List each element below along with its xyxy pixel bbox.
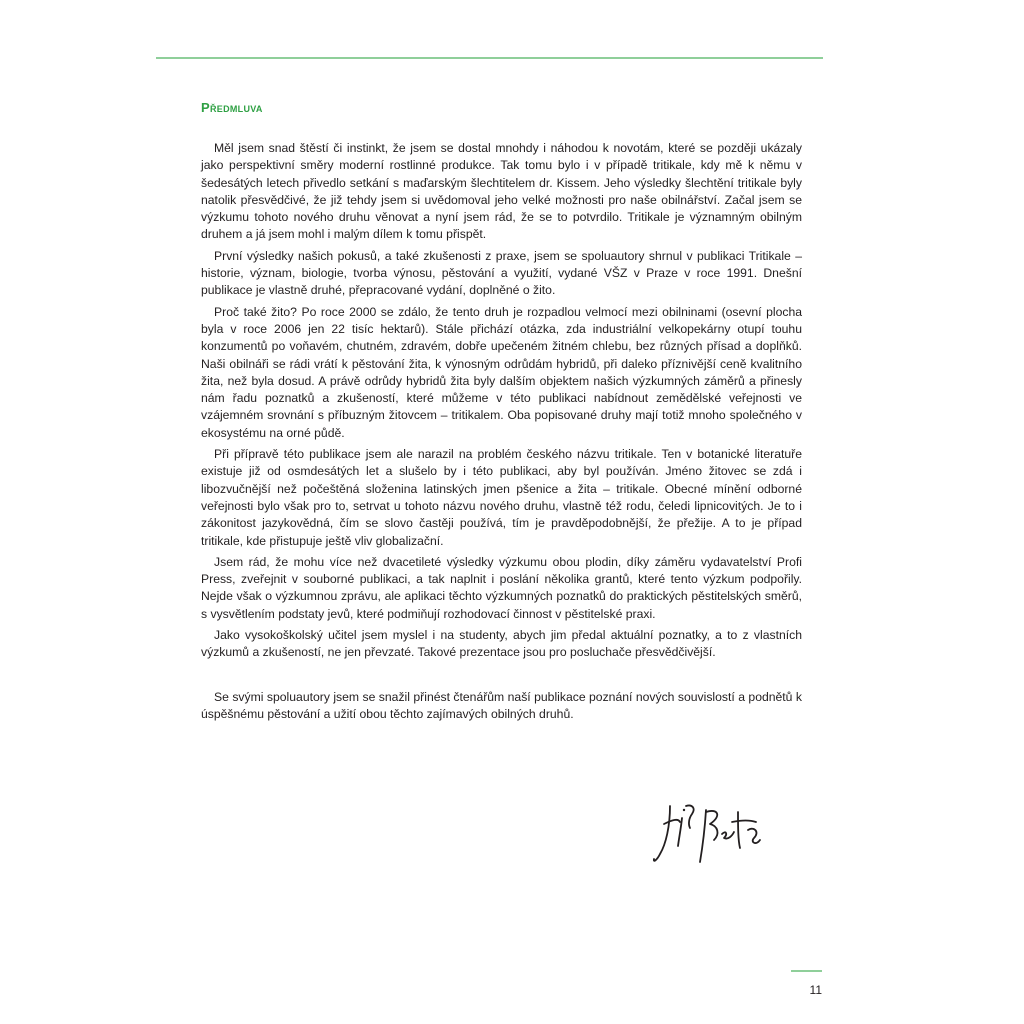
paragraph: Proč také žito? Po roce 2000 se zdálo, že tento druh je rozpadlou velmocí mezi obilninami (osevní plocha byla v roce 2006 jen 22 tisíc hektarů). Stále přichází otázka, zda industriální velkopekárny otupí touhu konzumentů po voňavém, chutném, zdravém, dobře upečeném žitném chlebu, bez různých přísad a doplňků. Naši obilnáři se rádi vrátí k pěstování žita, k výnosným odrůdám hybridů, při daleko příznivější ceně kvalitního žita, než byla dosud. A právě odrůdy hybridů žita byly dalším objektem našich výzkumných záměrů a přinesly nám řadu poznatků a zkušeností, které můžeme v této publikaci nabídnout zemědělské veřejnosti ve vzájemném srovnání s příbuzným žitovcem – tritikalem. Oba popisované druhy mají totiž mnoho společného v ekosystému na orné půdě.	[201, 304, 802, 440]
closing-paragraph: Se svými spoluautory jsem se snažil přinést čtenářům naší publikace poznání nových souvislostí a podnětů k úspěšnému pěstování a užití obou těchto zajímavých obilných druhů.	[201, 689, 802, 721]
paragraph: Při přípravě této publikace jsem ale narazil na problém českého názvu tritikale. Ten v botanické literatuře existuje již od osmdesátých let a slušelo by i této publikaci, aby byl používán. Jméno žitovec se zdá i libozvučnější než počeštěná složenina latinských jmen pšenice a žita – tritikale. Obecné mínění odborné veřejnosti bylo však pro to, setrvat u tohoto názvu nového druhu, vlastně též rodu, čeledi lipnicovitých. Je to i zákonitost jazykovědná, čím se slovo častěji používá, tím je pravděpodobnější, že přežije. A to je případ tritikale, kde přistupuje ještě vliv globalizační.	[201, 447, 802, 548]
paragraph: Měl jsem snad štěstí či instinkt, že jsem se dostal mnohdy i náhodou k novotám, které se později ukázaly jako perspektivní směry moderní rostlinné produkce. Tak tomu bylo i v případě tritikale, kdy mě k němu v šedesátých letech přivedlo setkání s maďarským šlechtitelem dr. Kissem. Jeho výsledky šlechtění tritikale byly natolik přesvědčivé, že již tehdy jsem si uvědomoval jeho velké možnosti pro naše obilnářství. Začal jsem se výzkumu tohoto nového druhu věnovat a nyní jsem rád, že se to potvrdilo. Tritikale je významným obilným druhem a já jsem mohl i malým dílem k tomu přispět.	[201, 141, 802, 242]
top-rule	[156, 57, 823, 59]
body-text	[201, 140, 802, 727]
paragraph: Jsem rád, že mohu více než dvacetileté výsledky výzkumu obou plodin, díky záměru vydavatelství Profi Press, zveřejnit v souborné publikaci, a tak naplnit i poslání několika grantů, které tento výzkum podpořily. Nejde však o výzkumnou zprávu, ale aplikaci těchto výzkumných poznatků do praktických pěstitelských směrů, s vysvětlením podstaty jevů, které podmiňují rozhodovací činnost v pěstitelské praxi.	[201, 554, 802, 621]
signature	[648, 800, 768, 868]
page-number: 11	[809, 983, 822, 997]
page-heading: Předmluva	[201, 100, 263, 115]
paragraph: Jako vysokoškolský učitel jsem myslel i na studenty, abych jim předal aktuální poznatky, a to z vlastních výzkumů a zkušeností, ne jen převzaté. Takové prezentace jsou pro posluchače přesvědčivější.	[201, 628, 802, 660]
footer-rule	[791, 970, 822, 972]
paragraph: První výsledky našich pokusů, a také zkušenosti z praxe, jsem se spoluautory shrnul v publikaci Tritikale – historie, význam, biologie, tvorba výnosu, pěstování a využití, vydané VŠZ v Praze v roce 1991. Dnešní publikace je vlastně druhé, přepracované vydání, doplněné o žito.	[201, 248, 802, 298]
